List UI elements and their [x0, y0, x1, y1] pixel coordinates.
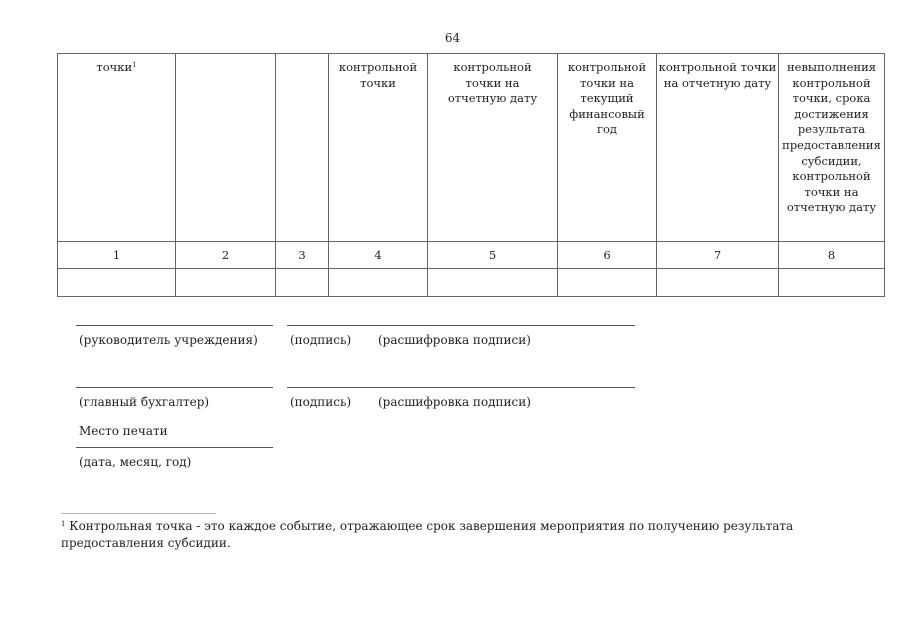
date-caption: (дата, месяц, год) — [79, 455, 192, 469]
header-cell — [276, 54, 329, 242]
table-cell[interactable] — [779, 269, 885, 297]
footnote-mark: 1 — [61, 520, 66, 528]
head-signature-line[interactable] — [287, 325, 635, 326]
header-cell: невыполнения контрольной точки, срока достижения результата предоставления субсидии, контрольной точки на отчетную дату — [779, 54, 885, 242]
header-cell: контрольной точки на текущий финансовый год — [558, 54, 657, 242]
report-table — [57, 53, 885, 297]
accountant-decryption-caption: (расшифровка подписи) — [378, 395, 531, 409]
column-number: 5 — [428, 242, 558, 269]
table-cell[interactable] — [428, 269, 558, 297]
column-number: 2 — [176, 242, 276, 269]
header-cell — [176, 54, 276, 242]
footnote-mark: 1 — [132, 61, 137, 69]
table-row — [58, 269, 885, 297]
column-number: 4 — [329, 242, 428, 269]
accountant-signature-line[interactable] — [287, 387, 635, 388]
table-cell[interactable] — [276, 269, 329, 297]
table-cell[interactable] — [329, 269, 428, 297]
stamp-label: Место печати — [79, 424, 168, 438]
footnote-divider — [61, 513, 216, 514]
head-decryption-caption: (расшифровка подписи) — [378, 333, 531, 347]
column-number: 3 — [276, 242, 329, 269]
column-number-row — [58, 242, 885, 269]
date-line[interactable] — [76, 447, 273, 448]
header-cell: контрольной точки на отчетную дату — [657, 54, 779, 242]
footnote — [61, 518, 851, 552]
table-cell[interactable] — [657, 269, 779, 297]
column-number: 1 — [58, 242, 176, 269]
header-cell: контрольной точки — [329, 54, 428, 242]
accountant-signature-caption: (подпись) — [290, 395, 352, 409]
footnote-text: Контрольная точка - это каждое событие, отражающее срок завершения мероприятия по получению результата предоставления субсидии. — [61, 519, 794, 550]
head-signature-caption: (подпись) — [290, 333, 352, 347]
head-name-line[interactable] — [76, 325, 273, 326]
header-cell: точки$^1$ — [58, 54, 176, 242]
accountant-name-line[interactable] — [76, 387, 273, 388]
head-caption: (руководитель учреждения) — [79, 333, 258, 347]
table-header-row — [58, 54, 885, 242]
column-number: 6 — [558, 242, 657, 269]
page-number: 64 — [444, 31, 461, 45]
table-cell[interactable] — [558, 269, 657, 297]
column-number: 8 — [779, 242, 885, 269]
table-cell[interactable] — [58, 269, 176, 297]
header-cell: контрольной точки на отчетную дату — [428, 54, 558, 242]
column-number: 7 — [657, 242, 779, 269]
table-cell[interactable] — [176, 269, 276, 297]
accountant-caption: (главный бухгалтер) — [79, 395, 210, 409]
